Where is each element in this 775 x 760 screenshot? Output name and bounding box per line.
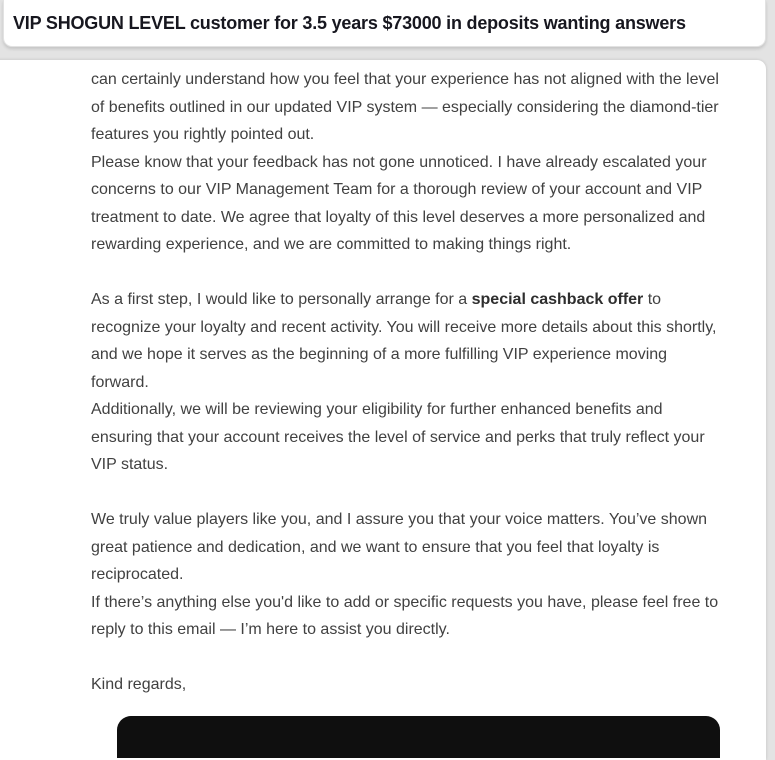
- signature-image: [117, 716, 720, 758]
- ticket-subject: VIP SHOGUN LEVEL customer for 3.5 years $73000 in deposits wanting answers: [13, 12, 686, 33]
- email-content-panel: [0, 60, 766, 760]
- bold-phrase: special cashback offer: [471, 291, 644, 308]
- paragraph-text: to recognize your loyalty and recent activity. You will receive more details about this shortly, and we hope it serves as the beginning of a more fulfilling VIP experience moving forward.: [91, 291, 717, 391]
- email-paragraph: can certainly understand how you feel that your experience has not aligned with the level of benefits outlined in our updated VIP system — especially considering the diamond-tier features you rightly pointed out.: [91, 71, 719, 143]
- ticket-subject-bar: [3, 0, 766, 47]
- email-paragraph: We truly value players like you, and I assure you that your voice matters. You’ve shown great patience and dedication, and we want to ensure that you feel that loyalty is reciprocated.: [91, 511, 708, 583]
- email-signoff: Kind regards,: [91, 676, 187, 693]
- email-paragraph: If there’s anything else you'd like to add or specific requests you have, please feel free to reply to this email — I’m here to assist you directly.: [91, 593, 719, 638]
- email-body: [91, 66, 723, 758]
- email-paragraph: [91, 286, 723, 396]
- paragraph-text: As a first step, I would like to personally arrange for a: [91, 291, 472, 308]
- email-paragraph: Additionally, we will be reviewing your eligibility for further enhanced benefits and ensuring that your account receives the level of service and perks that truly reflect your VIP status.: [91, 401, 705, 473]
- email-paragraph: Please know that your feedback has not gone unnoticed. I have already escalated your concerns to our VIP Management Team for a thorough review of your account and VIP treatment to date. We agree that loyalty of this level deserves a more personalized and rewarding experience, and we are committed to making things right.: [91, 153, 707, 253]
